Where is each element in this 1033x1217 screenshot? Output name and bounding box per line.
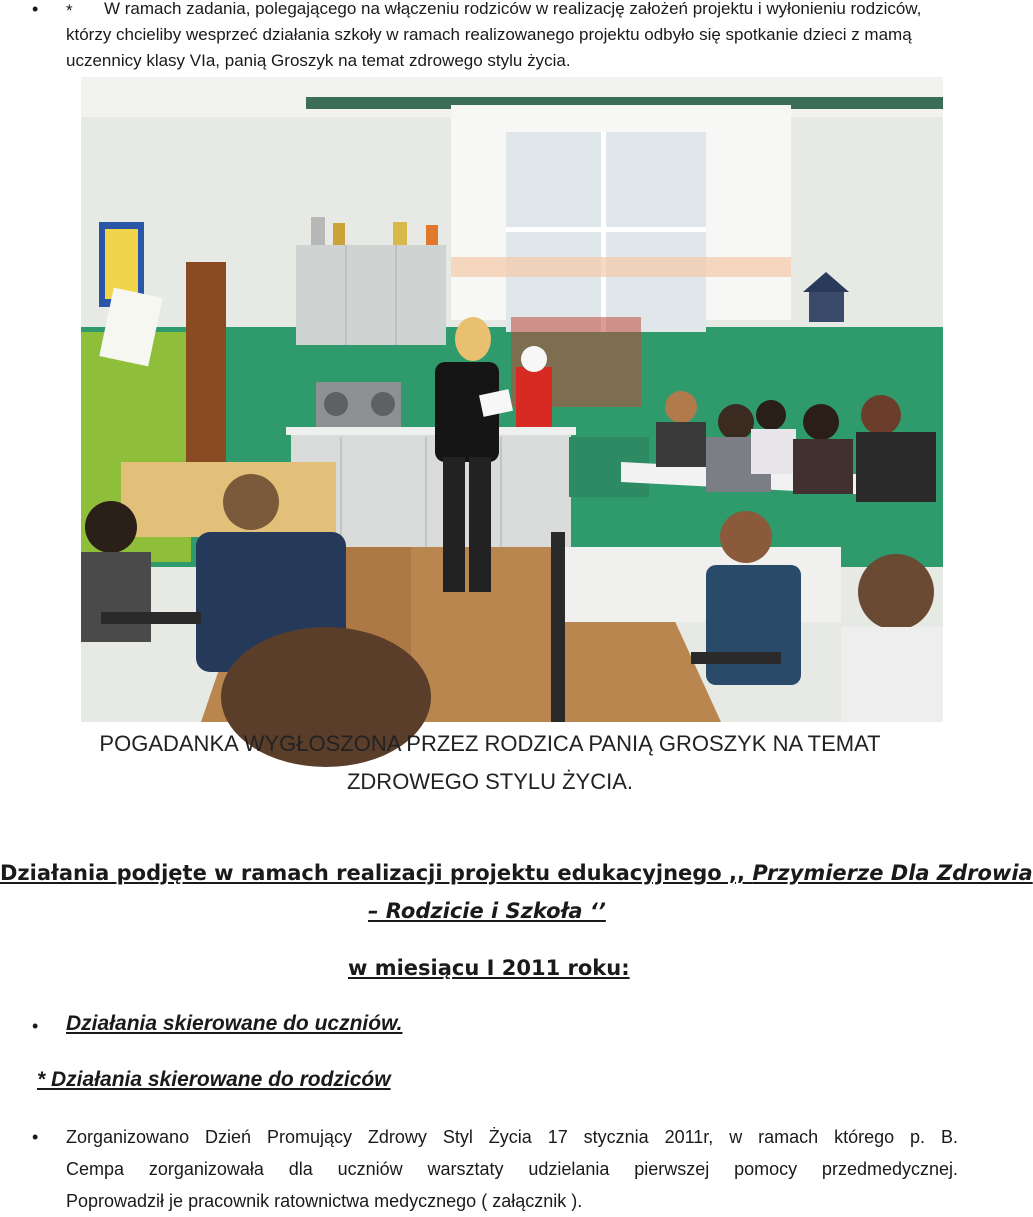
parents-section-title: * Działania skierowane do rodziców (37, 1068, 391, 1091)
bullet-icon: • (32, 1127, 39, 1147)
item-line-2: Cempa zorganizowała dla uczniów warsztaty udzielania pierwszej pomocy przedmedycznej. (66, 1159, 958, 1179)
photo-caption (60, 725, 920, 801)
item-line-1: Zorganizowano Dzień Promujący Zdrowy Styl Życia 17 stycznia 2011r, w ramach którego p. B. (66, 1127, 958, 1147)
intro-line-3: uczennicy klasy VIa, panią Groszyk na temat zdrowego stylu życia. (66, 51, 571, 70)
bullet-icon: • (32, 0, 39, 19)
intro-line-2: którzy chcieliby wesprzeć działania szkoły w ramach realizowanego projektu odbyło się spotkanie dzieci z mamą (66, 25, 912, 44)
bullet-icon: • (32, 1016, 39, 1036)
intro-marker: * (66, 1, 73, 20)
section-heading-line-2 (368, 899, 606, 923)
intro-line-1: W ramach zadania, polegającego na włączeniu rodziców w realizację założeń projektu i wyłonieniu rodziców, (104, 0, 922, 18)
section-heading-line-3: w miesiącu I 2011 roku: (348, 956, 630, 980)
intro-paragraph (66, 0, 921, 74)
item-line-3: Poprowadził je pracownik ratownictwa medycznego ( załącznik ). (66, 1191, 583, 1211)
classroom-photo (81, 77, 943, 722)
students-section-title: Działania skierowane do uczniów. (66, 1012, 403, 1035)
heading-project-name: Przymierze Dla Zdrowia (752, 861, 1033, 885)
item-paragraph (66, 1121, 958, 1217)
caption-line-1: POGADANKA WYGŁOSZONA PRZEZ RODZICA PANIĄ GROSZYK NA TEMAT (99, 731, 881, 756)
section-heading-line-1 (0, 861, 1033, 885)
heading-prefix: Działania podjęte w ramach realizacji projektu edukacyjnego ,, (0, 861, 753, 885)
caption-line-2: ZDROWEGO STYLU ŻYCIA. (346, 769, 634, 794)
heading-project-subtitle: – Rodzicie i Szkoła ‘’ (368, 899, 606, 923)
